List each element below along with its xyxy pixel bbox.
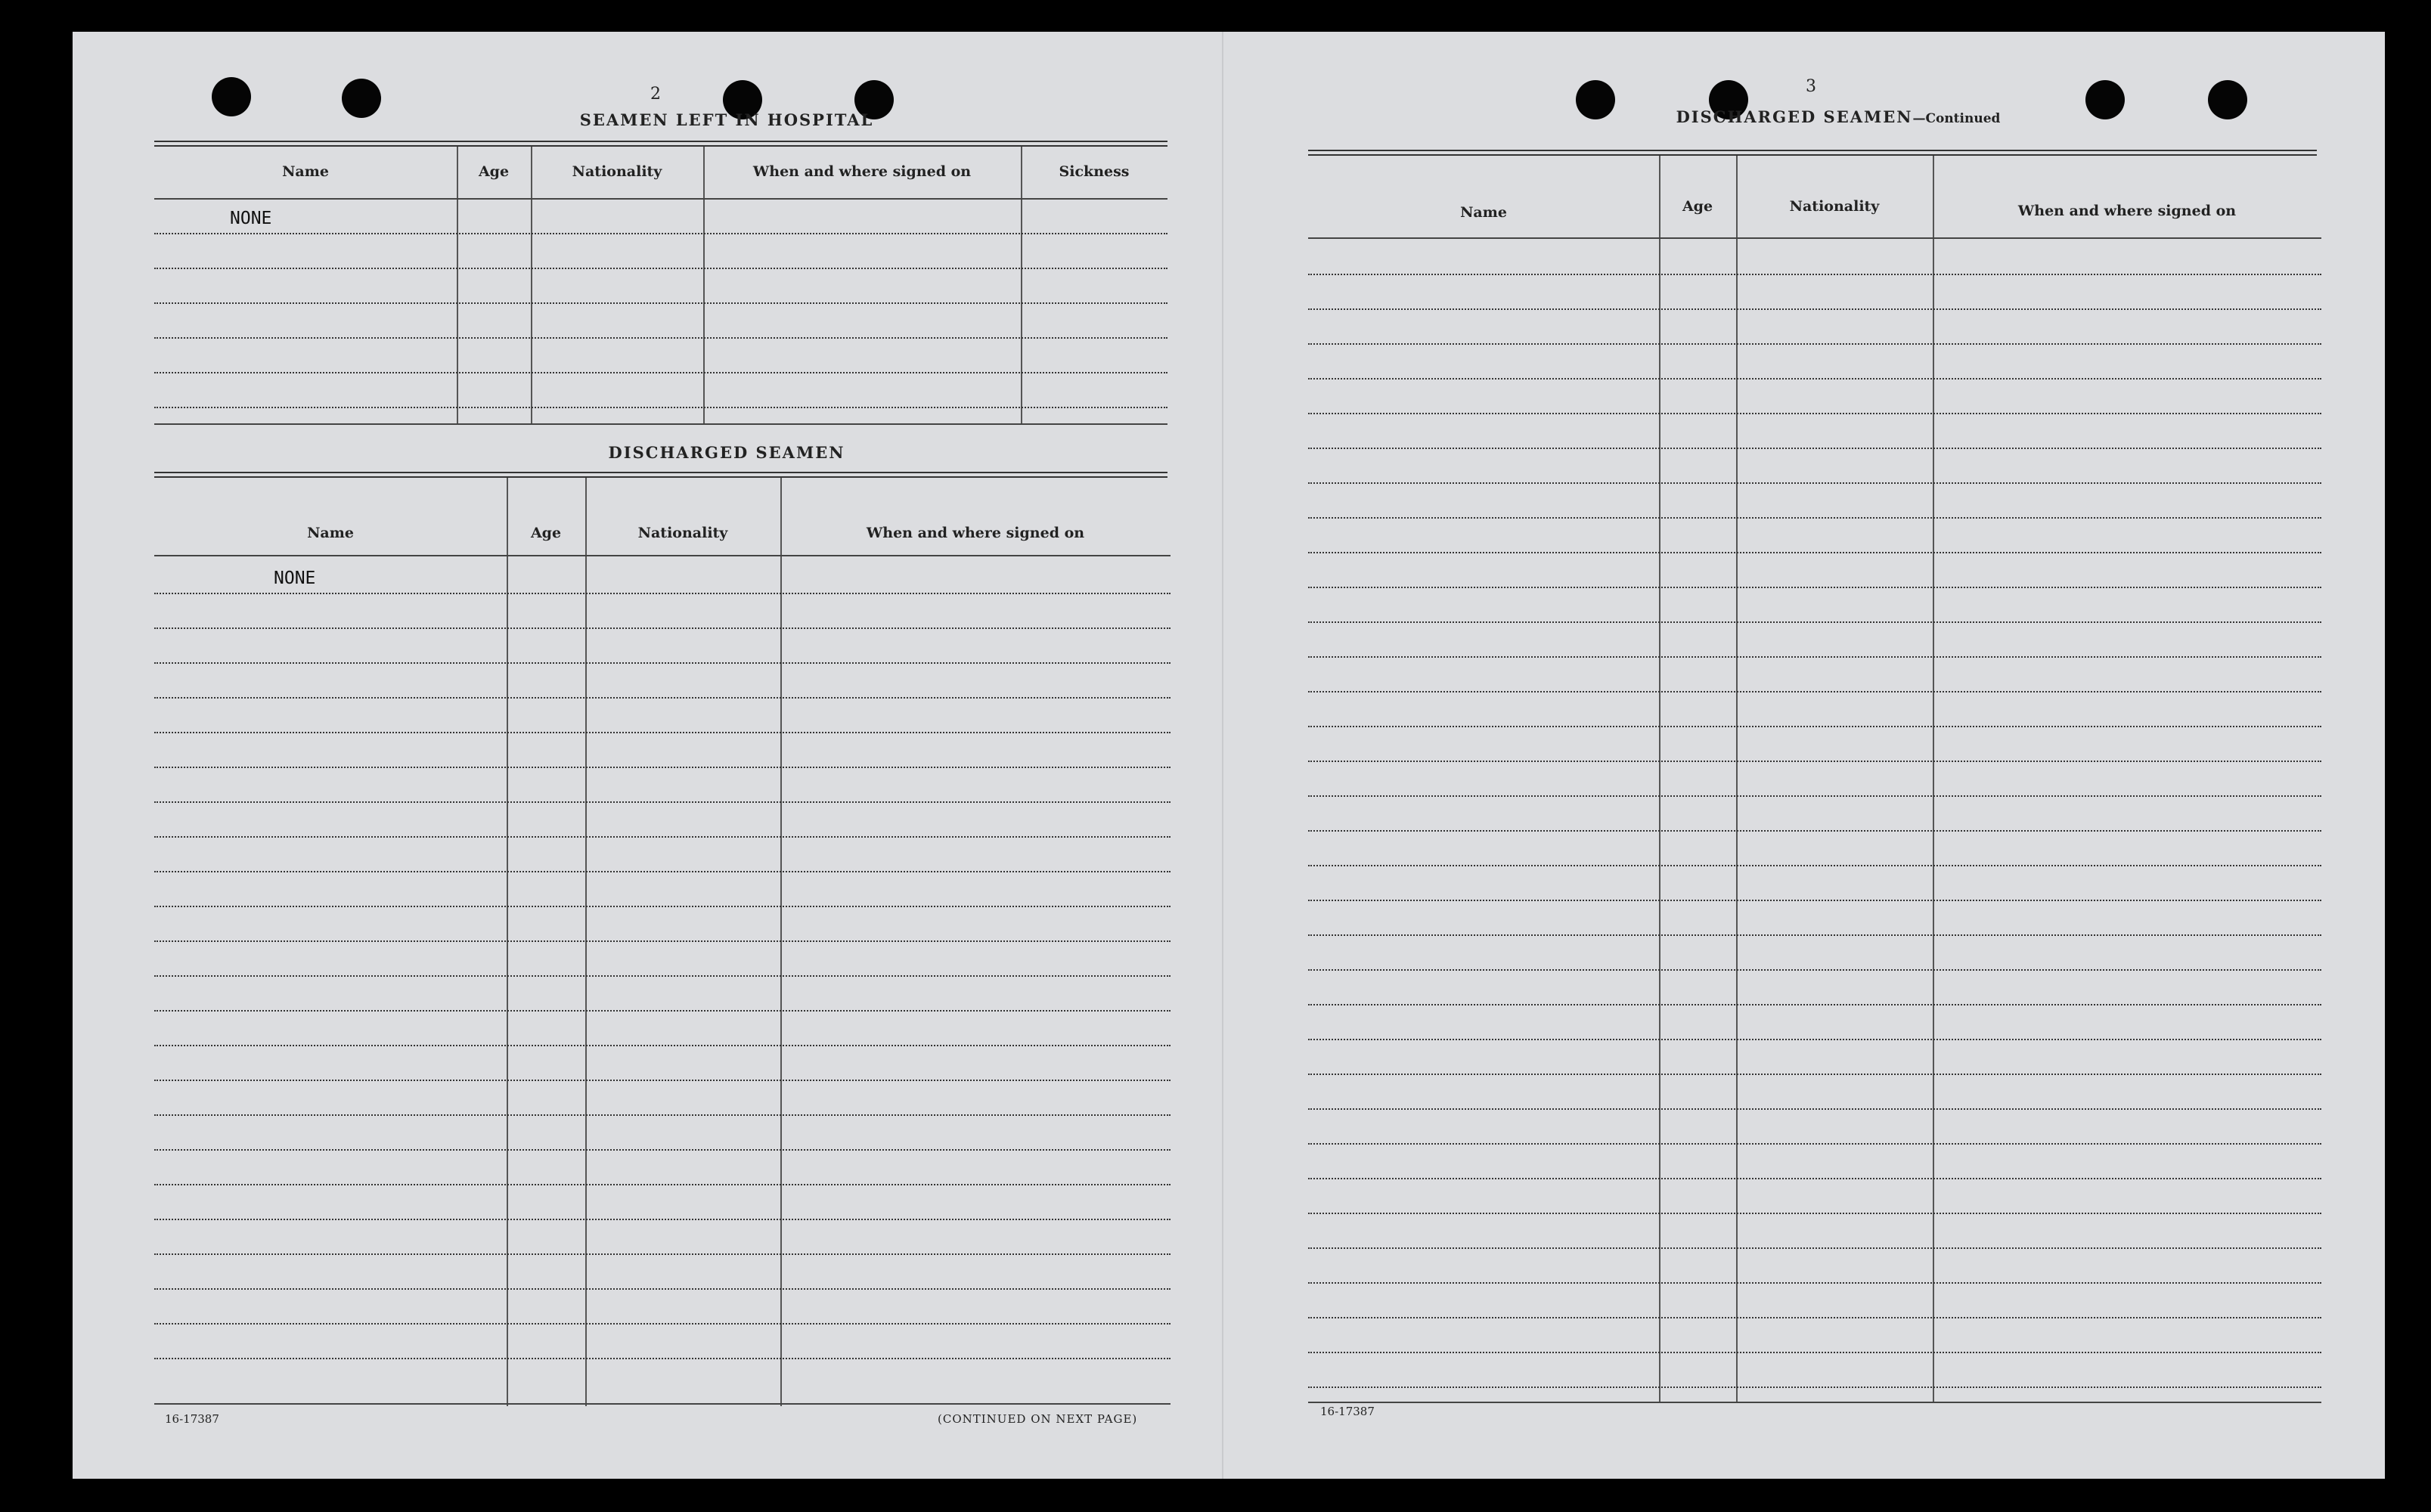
title-main: DISCHARGED SEAMEN — [1676, 107, 1913, 126]
col-header-signed-on: When and where signed on — [752, 163, 972, 180]
hospital-entry: NONE — [230, 209, 272, 228]
table-row — [1308, 865, 2321, 866]
section-rule — [1308, 150, 2317, 156]
table-row — [1308, 378, 2321, 380]
col-header-nationality: Nationality — [1789, 198, 1880, 215]
table-row — [1308, 448, 2321, 449]
table-row — [154, 871, 1171, 872]
table-row — [1308, 1387, 2321, 1388]
table-row — [1308, 517, 2321, 519]
table-row — [154, 801, 1171, 803]
column-divider — [585, 478, 587, 1406]
table-row — [154, 767, 1171, 768]
table-row — [154, 1288, 1171, 1290]
table-row — [1308, 1074, 2321, 1075]
table-row — [1308, 343, 2321, 345]
column-divider — [531, 147, 532, 425]
table-row — [1308, 552, 2321, 553]
table-bottom-rule — [154, 423, 1167, 425]
form-sheet — [73, 32, 2385, 1479]
table-row — [1308, 1247, 2321, 1249]
table-row — [1308, 1178, 2321, 1179]
punch-hole — [212, 77, 251, 116]
table-row — [154, 836, 1171, 838]
discharged-continued-table — [1308, 156, 2321, 1403]
table-row — [154, 975, 1171, 977]
table-row — [1308, 900, 2321, 901]
discharged-entry: NONE — [274, 569, 316, 588]
left-page — [73, 32, 1222, 1479]
table-row — [1308, 1108, 2321, 1110]
table-row — [154, 1219, 1171, 1220]
table-row — [154, 1253, 1171, 1255]
table-row — [154, 1114, 1171, 1116]
form-number: 16-17387 — [1320, 1405, 1375, 1418]
table-row — [1308, 1004, 2321, 1005]
col-header-age: Age — [478, 163, 510, 180]
table-row — [154, 697, 1171, 699]
table-row — [154, 662, 1171, 664]
table-row — [154, 1323, 1171, 1325]
col-header-name: Name — [307, 525, 354, 541]
col-header-sickness: Sickness — [1059, 163, 1130, 180]
header-rule — [1308, 237, 2321, 239]
table-row — [154, 1184, 1171, 1185]
table-bottom-rule — [1308, 1402, 2321, 1403]
table-row — [1308, 1352, 2321, 1353]
table-row — [1308, 795, 2321, 797]
table-row — [1308, 1039, 2321, 1040]
table-row — [1308, 726, 2321, 727]
continued-note: (CONTINUED ON NEXT PAGE) — [938, 1412, 1138, 1426]
col-header-name: Name — [1460, 204, 1507, 221]
column-divider — [703, 147, 705, 425]
col-header-age: Age — [530, 525, 562, 541]
hospital-table — [154, 147, 1167, 425]
title-suffix: —Continued — [1912, 111, 2001, 126]
col-header-age: Age — [1682, 198, 1713, 215]
page-number: 3 — [1806, 77, 1816, 96]
right-page — [1222, 32, 2385, 1479]
discharged-table — [154, 478, 1171, 1406]
page-number: 2 — [650, 85, 661, 104]
section-rule — [154, 472, 1167, 478]
section-rule — [154, 141, 1167, 147]
table-row — [154, 302, 1167, 304]
col-header-nationality: Nationality — [572, 163, 662, 180]
form-number: 16-17387 — [165, 1412, 219, 1426]
col-header-nationality: Nationality — [637, 525, 728, 541]
table-row — [154, 233, 1167, 234]
table-row — [1308, 482, 2321, 484]
table-row — [1308, 1317, 2321, 1318]
table-row — [1308, 274, 2321, 275]
table-row — [1308, 413, 2321, 414]
table-row — [1308, 1143, 2321, 1145]
table-row — [154, 593, 1171, 594]
table-row — [154, 1358, 1171, 1359]
table-row — [154, 1080, 1171, 1081]
column-divider — [507, 478, 508, 1406]
table-row — [1308, 1213, 2321, 1214]
table-row — [1308, 587, 2321, 588]
table-row — [1308, 934, 2321, 936]
table-row — [154, 627, 1171, 629]
table-row — [1308, 621, 2321, 623]
table-row — [154, 732, 1171, 733]
column-divider — [1021, 147, 1022, 425]
table-row — [154, 940, 1171, 942]
discharged-continued-title — [1449, 107, 2228, 126]
table-row — [154, 1149, 1171, 1151]
table-row — [1308, 969, 2321, 971]
col-header-signed-on: When and where signed on — [2017, 203, 2237, 219]
table-bottom-rule — [154, 1403, 1171, 1405]
table-row — [1308, 656, 2321, 658]
hospital-section-title: SEAMEN LEFT IN HOSPITAL — [579, 110, 874, 129]
header-rule — [154, 555, 1171, 556]
col-header-name: Name — [282, 163, 329, 180]
table-row — [154, 1010, 1171, 1012]
table-row — [1308, 1282, 2321, 1284]
table-row — [154, 372, 1167, 373]
table-row — [1308, 691, 2321, 692]
table-row — [1308, 308, 2321, 310]
table-row — [1308, 761, 2321, 762]
table-row — [154, 337, 1167, 339]
column-divider — [780, 478, 782, 1406]
table-row — [154, 268, 1167, 269]
col-header-signed-on: When and where signed on — [866, 525, 1085, 541]
table-row — [154, 1045, 1171, 1046]
header-rule — [154, 198, 1167, 200]
table-row — [154, 407, 1167, 408]
discharged-section-title: DISCHARGED SEAMEN — [608, 443, 845, 462]
table-row — [154, 906, 1171, 907]
column-divider — [457, 147, 458, 425]
table-row — [1308, 830, 2321, 832]
